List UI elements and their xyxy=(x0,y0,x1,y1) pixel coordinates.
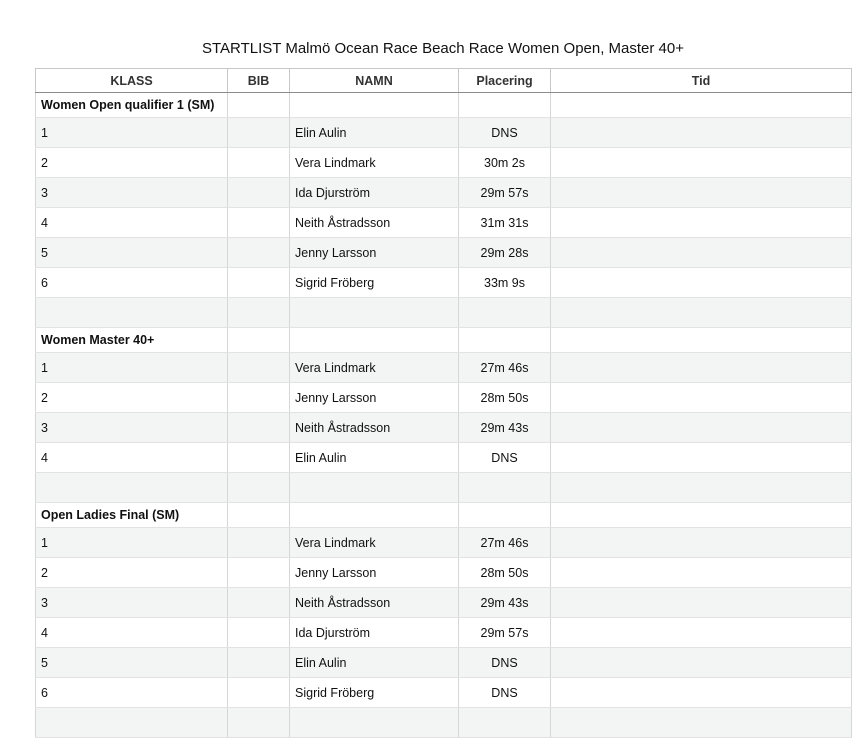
cell-klass: 1 xyxy=(36,528,228,558)
table-row xyxy=(36,413,852,443)
cell-bib xyxy=(228,118,290,148)
startlist-table xyxy=(35,68,852,738)
cell-namn xyxy=(290,708,459,738)
cell-bib xyxy=(228,148,290,178)
cell-klass: 3 xyxy=(36,413,228,443)
cell-klass: 3 xyxy=(36,588,228,618)
cell-namn: Sigrid Fröberg xyxy=(290,268,459,298)
cell-bib xyxy=(228,648,290,678)
cell-bib xyxy=(228,413,290,443)
cell-placering: 29m 57s xyxy=(459,178,551,208)
cell-namn: Neith Åstradsson xyxy=(290,413,459,443)
cell-tid xyxy=(551,298,852,328)
cell-placering xyxy=(459,328,551,353)
cell-namn xyxy=(290,93,459,118)
cell-bib xyxy=(228,298,290,328)
cell-placering: 28m 50s xyxy=(459,558,551,588)
cell-klass: 4 xyxy=(36,443,228,473)
cell-bib xyxy=(228,238,290,268)
cell-placering: 30m 2s xyxy=(459,148,551,178)
cell-tid xyxy=(551,118,852,148)
cell-bib xyxy=(228,93,290,118)
table-row xyxy=(36,558,852,588)
cell-namn: Jenny Larsson xyxy=(290,558,459,588)
cell-klass: 1 xyxy=(36,118,228,148)
cell-tid xyxy=(551,208,852,238)
cell-klass: 4 xyxy=(36,618,228,648)
cell-klass: 6 xyxy=(36,268,228,298)
cell-bib xyxy=(228,208,290,238)
cell-bib xyxy=(228,558,290,588)
spacer-row xyxy=(36,708,852,738)
cell-namn: Elin Aulin xyxy=(290,443,459,473)
cell-tid xyxy=(551,558,852,588)
cell-klass: 6 xyxy=(36,678,228,708)
cell-namn xyxy=(290,503,459,528)
cell-placering: 29m 43s xyxy=(459,588,551,618)
cell-placering: 33m 9s xyxy=(459,268,551,298)
column-header-bib: BIB xyxy=(228,69,290,93)
cell-namn: Vera Lindmark xyxy=(290,353,459,383)
table-row xyxy=(36,118,852,148)
table-row xyxy=(36,383,852,413)
cell-tid xyxy=(551,353,852,383)
cell-tid xyxy=(551,708,852,738)
cell-placering xyxy=(459,298,551,328)
cell-namn: Elin Aulin xyxy=(290,648,459,678)
cell-placering: 27m 46s xyxy=(459,528,551,558)
cell-placering xyxy=(459,93,551,118)
cell-bib xyxy=(228,503,290,528)
cell-klass: 2 xyxy=(36,383,228,413)
table-row xyxy=(36,618,852,648)
cell-placering: 27m 46s xyxy=(459,353,551,383)
cell-placering: DNS xyxy=(459,648,551,678)
cell-tid xyxy=(551,328,852,353)
cell-bib xyxy=(228,618,290,648)
cell-tid xyxy=(551,503,852,528)
cell-tid xyxy=(551,528,852,558)
cell-namn xyxy=(290,298,459,328)
cell-namn: Jenny Larsson xyxy=(290,383,459,413)
table-row xyxy=(36,238,852,268)
table-row xyxy=(36,178,852,208)
column-header-placering: Placering xyxy=(459,69,551,93)
table-row xyxy=(36,588,852,618)
cell-bib xyxy=(228,443,290,473)
cell-namn: Neith Åstradsson xyxy=(290,208,459,238)
cell-namn: Neith Åstradsson xyxy=(290,588,459,618)
cell-tid xyxy=(551,238,852,268)
cell-klass: Open Ladies Final (SM) xyxy=(36,503,228,528)
cell-klass: 2 xyxy=(36,558,228,588)
column-header-klass: KLASS xyxy=(36,69,228,93)
cell-tid xyxy=(551,618,852,648)
cell-tid xyxy=(551,678,852,708)
cell-tid xyxy=(551,588,852,618)
group-header-row xyxy=(36,503,852,528)
cell-placering: 29m 28s xyxy=(459,238,551,268)
cell-tid xyxy=(551,648,852,678)
cell-placering: DNS xyxy=(459,118,551,148)
cell-tid xyxy=(551,148,852,178)
cell-placering xyxy=(459,708,551,738)
page-title: STARTLIST Malmö Ocean Race Beach Race Women Open, Master 40+ xyxy=(201,40,685,57)
cell-klass: Women Open qualifier 1 (SM) xyxy=(36,93,228,118)
cell-klass: 5 xyxy=(36,648,228,678)
cell-namn: Sigrid Fröberg xyxy=(290,678,459,708)
cell-bib xyxy=(228,708,290,738)
cell-bib xyxy=(228,353,290,383)
group-header-row xyxy=(36,93,852,118)
cell-placering: DNS xyxy=(459,443,551,473)
cell-bib xyxy=(228,383,290,413)
table-row xyxy=(36,268,852,298)
cell-placering: 28m 50s xyxy=(459,383,551,413)
cell-tid xyxy=(551,443,852,473)
cell-tid xyxy=(551,413,852,443)
cell-klass: 4 xyxy=(36,208,228,238)
cell-klass: Women Master 40+ xyxy=(36,328,228,353)
table-header xyxy=(36,69,852,93)
cell-tid xyxy=(551,178,852,208)
cell-tid xyxy=(551,93,852,118)
cell-bib xyxy=(228,328,290,353)
cell-tid xyxy=(551,473,852,503)
cell-klass xyxy=(36,298,228,328)
table-body xyxy=(36,93,852,738)
table-row xyxy=(36,148,852,178)
cell-klass: 3 xyxy=(36,178,228,208)
table-row xyxy=(36,208,852,238)
table-row xyxy=(36,443,852,473)
cell-placering: DNS xyxy=(459,678,551,708)
spacer-row xyxy=(36,298,852,328)
cell-namn: Vera Lindmark xyxy=(290,528,459,558)
cell-klass: 5 xyxy=(36,238,228,268)
cell-namn xyxy=(290,473,459,503)
cell-namn: Ida Djurström xyxy=(290,618,459,648)
cell-tid xyxy=(551,268,852,298)
cell-placering xyxy=(459,503,551,528)
cell-placering xyxy=(459,473,551,503)
cell-namn: Elin Aulin xyxy=(290,118,459,148)
table-row xyxy=(36,353,852,383)
cell-klass xyxy=(36,708,228,738)
cell-bib xyxy=(228,588,290,618)
cell-klass: 2 xyxy=(36,148,228,178)
cell-klass: 1 xyxy=(36,353,228,383)
cell-klass xyxy=(36,473,228,503)
cell-placering: 31m 31s xyxy=(459,208,551,238)
column-header-tid: Tid xyxy=(551,69,852,93)
column-header-namn: NAMN xyxy=(290,69,459,93)
table-row xyxy=(36,528,852,558)
cell-bib xyxy=(228,473,290,503)
table-row xyxy=(36,648,852,678)
cell-namn: Vera Lindmark xyxy=(290,148,459,178)
cell-placering: 29m 57s xyxy=(459,618,551,648)
cell-namn xyxy=(290,328,459,353)
table-row xyxy=(36,678,852,708)
cell-namn: Jenny Larsson xyxy=(290,238,459,268)
cell-bib xyxy=(228,268,290,298)
spacer-row xyxy=(36,473,852,503)
cell-placering: 29m 43s xyxy=(459,413,551,443)
cell-bib xyxy=(228,178,290,208)
cell-tid xyxy=(551,383,852,413)
cell-namn: Ida Djurström xyxy=(290,178,459,208)
group-header-row xyxy=(36,328,852,353)
cell-bib xyxy=(228,678,290,708)
cell-bib xyxy=(228,528,290,558)
